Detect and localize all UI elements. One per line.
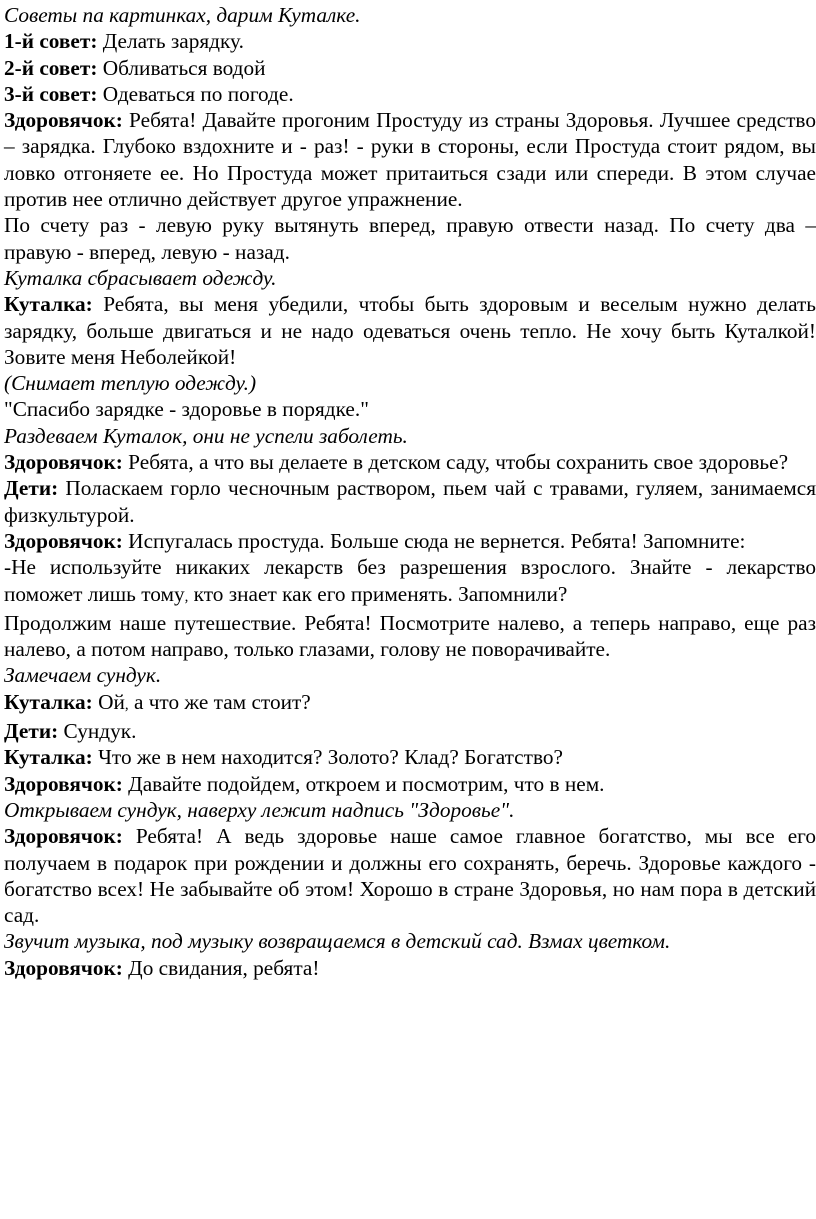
speech-text: Испугалась простуда. Больше сюда не вернется. Ребята! Запомните: [122, 528, 746, 553]
comma-mark: , [184, 588, 189, 605]
stage-direction-6: Звучит музыка, под музыку возвращаемся в детский сад. Взмах цветком. [4, 929, 671, 954]
zdorovyachok-speech-2 [4, 449, 816, 475]
speaker-label: Куталка: [4, 689, 93, 714]
zdorovyachok-speech-1 [4, 107, 816, 212]
medicine-text-part-2: кто знает как его применять. Запомнили? [188, 581, 568, 606]
speech-text: Сундук. [58, 719, 137, 744]
tip-2 [4, 55, 816, 81]
speech-text: Ребята! Давайте прогоним Простуду из страны Здоровья. Лучшее средство – зарядка. Глубоко вздохните и - раз! - руки в стороны, если Простуда стоит рядом, вы ловко отгоняете ее. Но Простуда может притаиться сзади или спереди. В этом случае против нее отлично действует другое упражнение. [4, 108, 816, 212]
zdorovyachok-speech-3 [4, 528, 816, 554]
speaker-label: Дети: [4, 719, 59, 744]
speech-text: Ребята! А ведь здоровье наше самое главное богатство, мы все его получаем в подарок при рождении и должны его сохранять, беречь. Здоровье каждого - богатство всех! Не забывайте об этом! Хорошо в стране Здоровья, но нам пора в детский сад. [4, 824, 816, 928]
tip-label: 2-й совет: [4, 55, 98, 80]
stage-direction-2: (Снимает теплую одежду.) [4, 371, 257, 396]
intro-line: Советы па картинках, дарим Куталке. [4, 3, 361, 27]
comma-mark: , [124, 696, 129, 713]
speech-text: Поласкаем горло чесночным раствором, пьем чай с травами, гуляем, занимаемся физкультурой. [4, 476, 816, 527]
tip-text: Обливаться водой [97, 55, 266, 80]
document-page [4, 0, 816, 981]
medicine-paragraph [4, 554, 816, 610]
tip-label: 1-й совет: [4, 29, 98, 54]
speech-text: Давайте подойдем, откроем и посмотрим, что в нем. [122, 771, 605, 796]
speaker-label: Здоровячок: [4, 771, 123, 796]
tip-text: Делать зарядку. [97, 29, 244, 54]
speech-text-part-1: Ой [92, 689, 125, 714]
speaker-label: Здоровячок: [4, 824, 123, 849]
speaker-label: Здоровячок: [4, 955, 123, 980]
speech-text: Ребята, а что вы делаете в детском саду, чтобы сохранить свое здоровье? [122, 450, 789, 475]
stage-direction-3: Раздеваем Куталок, они не успели заболеть. [4, 423, 408, 448]
zdorovyachok-speech-4 [4, 771, 816, 797]
speaker-label: Здоровячок: [4, 450, 123, 475]
zdorovyachok-speech-6 [4, 955, 816, 981]
stage-direction-4: Замечаем сундук. [4, 663, 162, 688]
tip-label: 3-й совет: [4, 81, 98, 106]
zdorovyachok-speech-5 [4, 823, 816, 928]
children-speech-2 [4, 718, 816, 744]
stage-direction-1: Куталка сбрасывает одежду. [4, 265, 277, 290]
children-speech-1 [4, 475, 816, 528]
motto-quote: "Спасибо зарядке - здоровье в порядке." [4, 397, 369, 422]
tip-1 [4, 28, 816, 54]
journey-paragraph: Продолжим наше путешествие. Ребята! Посмотрите налево, а теперь направо, еще раз налево, а потом направо, только глазами, голову не поворачивайте. [4, 610, 816, 662]
speech-text: До свидания, ребята! [122, 955, 320, 980]
kutalka-speech-3 [4, 744, 816, 770]
tip-text: Одеваться по погоде. [97, 81, 294, 106]
speaker-label: Куталка: [4, 745, 93, 770]
tip-3 [4, 81, 816, 107]
speech-text-part-2: а что же там стоит? [128, 689, 311, 714]
speaker-label: Здоровячок: [4, 108, 123, 133]
stage-direction-5: Открываем сундук, наверху лежит надпись "Здоровье". [4, 797, 515, 822]
kutalka-speech-1 [4, 291, 816, 370]
count-paragraph: По счету раз - левую руку вытянуть вперед, правую отвести назад. По счету два – правую - вперед, левую - назад. [4, 213, 816, 264]
speaker-label: Дети: [4, 476, 59, 501]
speaker-label: Куталка: [4, 292, 93, 317]
kutalka-speech-2 [4, 689, 816, 718]
speech-text: Ребята, вы меня убедили, чтобы быть здоровым и веселым нужно делать зарядку, больше двигаться и не надо одеваться очень тепло. Не хочу быть Куталкой! Зовите меня Неболейкой! [4, 292, 816, 369]
medicine-text-part-1: -Не используйте никаких лекарств без разрешения взрослого. Знайте - лекарство поможет лишь тому [4, 555, 816, 606]
speaker-label: Здоровячок: [4, 528, 123, 553]
speech-text: Что же в нем находится? Золото? Клад? Богатство? [92, 745, 563, 770]
